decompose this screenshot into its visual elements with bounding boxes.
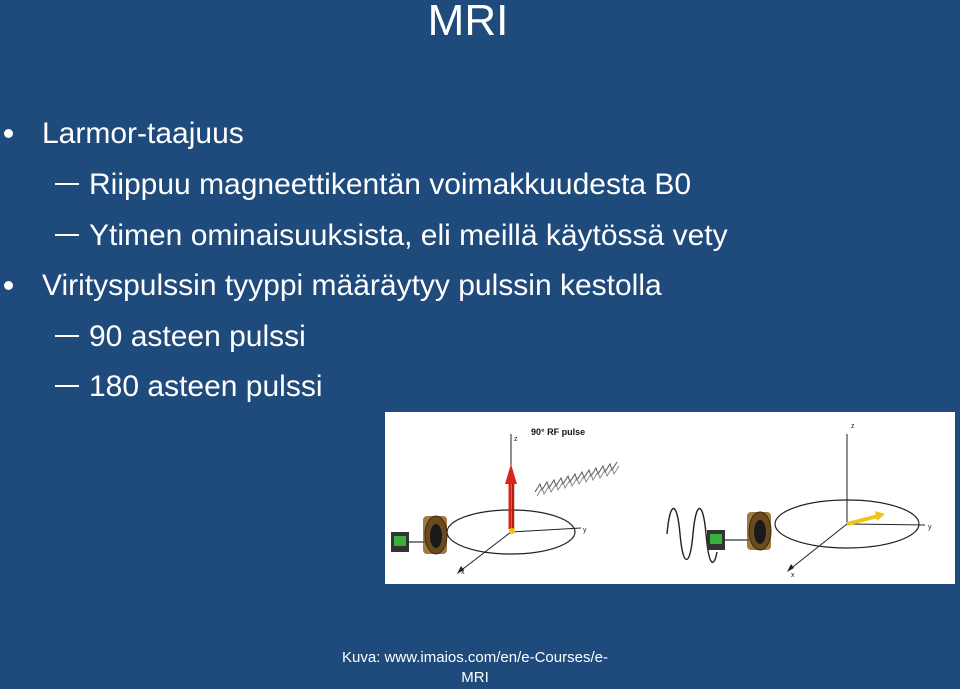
bullet-dot-icon [4,281,13,290]
y-axis-label: y [583,527,587,534]
left-panel [391,427,619,576]
x-axis-label: x [791,572,795,579]
rf-generator-display [394,536,406,546]
dash-icon [55,183,79,185]
bullet-text: Larmor-taajuus [42,117,244,150]
dash-icon [55,234,79,236]
rf-generator-display [710,534,722,544]
dash-icon [55,335,79,337]
x-axis [789,524,847,570]
sub-bullet-text: Riippuu magneettikentän voimakkuudesta B0 [89,168,692,201]
sub-bullet-item [89,218,728,254]
vector-arrowhead-icon [875,511,885,521]
rf-coil-opening [430,524,442,548]
rf-wave-coil [537,466,619,496]
rf-pulse-diagram [385,412,955,584]
x-axis-arrow-icon [787,564,794,572]
y-axis [847,524,925,525]
slide-title: MRI [427,0,509,45]
z-axis-label: z [851,423,855,430]
dash-icon [55,385,79,387]
bullet-dot-icon [4,129,13,138]
caption-line: MRI [461,669,489,686]
rf-pulse-figure [385,412,955,584]
rf-pulse-label: 90° RF pulse [531,427,586,437]
x-axis-label: x [461,569,465,576]
y-axis-label: y [928,524,932,531]
y-axis [511,528,581,532]
bullet-item [42,268,662,304]
bullet-item [42,116,244,152]
sub-bullet-item [89,167,691,203]
rf-wave-coil [535,462,617,492]
sub-bullet-text: 180 asteen pulssi [89,370,323,403]
vector-arrowhead-icon [505,464,517,484]
image-caption [285,648,665,688]
transverse-magnetization-vector [847,516,878,524]
caption-line: Kuva: www.imaios.com/en/e-Courses/e- [342,649,608,666]
z-axis-label: z [514,436,518,443]
right-panel [667,423,932,579]
origin-dot [509,528,515,534]
bullet-text: Virityspulssin tyyppi määräytyy pulssin kestolla [42,269,662,302]
sub-bullet-text: 90 asteen pulssi [89,320,306,353]
sub-bullet-item [89,319,306,355]
rf-coil-opening [754,520,766,544]
x-axis [459,532,511,572]
sub-bullet-item [89,369,323,405]
sub-bullet-text: Ytimen ominaisuuksista, eli meillä käytössä vety [89,219,728,252]
